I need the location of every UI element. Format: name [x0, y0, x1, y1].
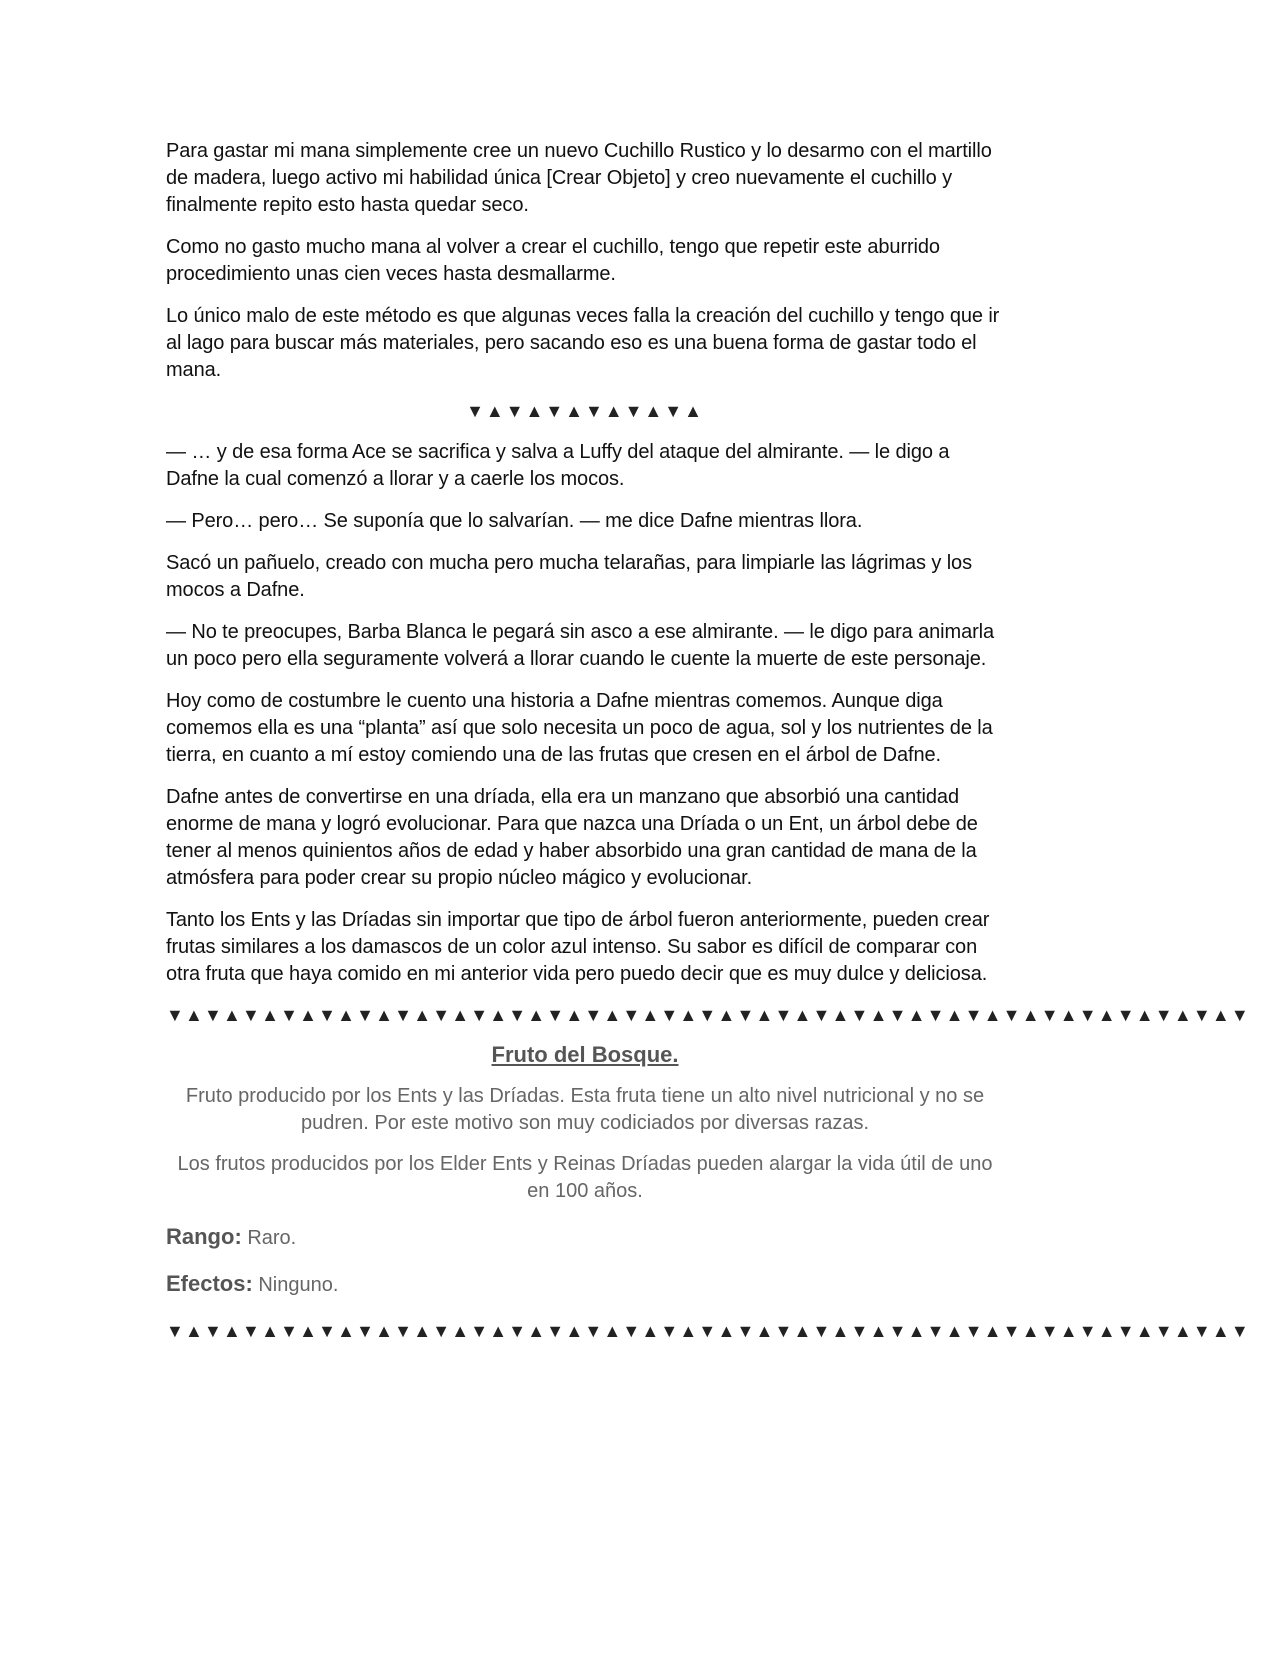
paragraph: Lo único malo de este método es que algunas veces falla la creación del cuchillo y tengo que ir al lago para buscar más materiales, pero sacando eso es una buena forma de gastar todo el mana. — [166, 305, 1000, 381]
paragraph: Para gastar mi mana simplemente cree un nuevo Cuchillo Rustico y lo desarmo con el martillo de madera, luego activo mi habilidad única [Crear Objeto] y creo nuevamente el cuchillo y finalmente repito esto hasta quedar seco. — [166, 140, 992, 216]
item-rank-label: Rango: — [166, 1224, 242, 1249]
paragraph: — No te preocupes, Barba Blanca le pegará sin asco a ese almirante. — le digo para animarla un poco pero ella seguramente volverá a llorar cuando le cuente la muerte de este personaje. — [166, 621, 995, 670]
item-effects-value: Ninguno. — [258, 1274, 339, 1296]
paragraph: Dafne antes de convertirse en una dríada, ella era un manzano que absorbió una cantidad enorme de mana y logró evolucionar. Para que nazca una Dríada o un Ent, un árbol debe de tener al menos quinientos años de edad y haber absorbido una gran cantidad de mana de la atmósfera para poder crear su propio núcleo mágico y evolucionar. — [166, 786, 978, 889]
scene-separator: ▼▲▼▲▼▲▼▲▼▲▼▲ — [466, 401, 704, 421]
paragraph: Como no gasto mucho mana al volver a crear el cuchillo, tengo que repetir este aburrido procedimiento unas cien veces hasta desmallarme. — [166, 236, 940, 285]
paragraph: Sacó un pañuelo, creado con mucha pero mucha telarañas, para limpiarle las lágrimas y los mocos a Dafne. — [166, 552, 972, 601]
item-rank-value: Raro. — [247, 1227, 297, 1249]
paragraph: Tanto los Ents y las Dríadas sin importar que tipo de árbol fueron anteriormente, pueden crear frutas similares a los damascos de un color azul intenso. Su sabor es difícil de comparar con otra fruta que haya comido en mi anterior vida pero puedo decir que es muy dulce y deliciosa. — [166, 909, 990, 985]
paragraph: — … y de esa forma Ace se sacrifica y salva a Luffy del ataque del almirante. — le digo a Dafne la cual comenzó a llorar y a caerle los mocos. — [166, 441, 950, 490]
item-title: Fruto del Bosque. — [491, 1042, 679, 1067]
item-rank — [166, 1223, 1004, 1252]
paragraph: — Pero… pero… Se suponía que lo salvarían. — me dice Dafne mientras llora. — [166, 510, 863, 532]
item-description: Los frutos producidos por los Elder Ents y Reinas Dríadas pueden alargar la vida útil de uno en 100 años. — [177, 1153, 993, 1202]
item-description: Fruto producido por los Ents y las Dríadas. Esta fruta tiene un alto nivel nutricional y no se pudren. Por este motivo son muy codiciados por diversas razas. — [185, 1085, 985, 1134]
item-box-bottom-border: ▼▲▼▲▼▲▼▲▼▲▼▲▼▲▼▲▼▲▼▲▼▲▼▲▼▲▼▲▼▲▼▲▼▲▼▲▼▲▼▲▼▲▼▲▼▲▼▲▼▲▼▲▼▲▼▲▼ — [166, 1321, 1250, 1341]
document-page — [166, 138, 1250, 1357]
item-effects — [166, 1270, 1004, 1299]
item-box-top-border: ▼▲▼▲▼▲▼▲▼▲▼▲▼▲▼▲▼▲▼▲▼▲▼▲▼▲▼▲▼▲▼▲▼▲▼▲▼▲▼▲▼▲▼▲▼▲▼▲▼▲▼▲▼▲▼▲▼ — [166, 1005, 1250, 1025]
item-effects-label: Efectos: — [166, 1271, 253, 1296]
paragraph: Hoy como de costumbre le cuento una historia a Dafne mientras comemos. Aunque diga comemos ella es una “planta” así que solo necesita un poco de agua, sol y los nutrientes de la tierra, en cuanto a mí estoy comiendo una de las frutas que cresen en el árbol de Dafne. — [166, 690, 993, 766]
